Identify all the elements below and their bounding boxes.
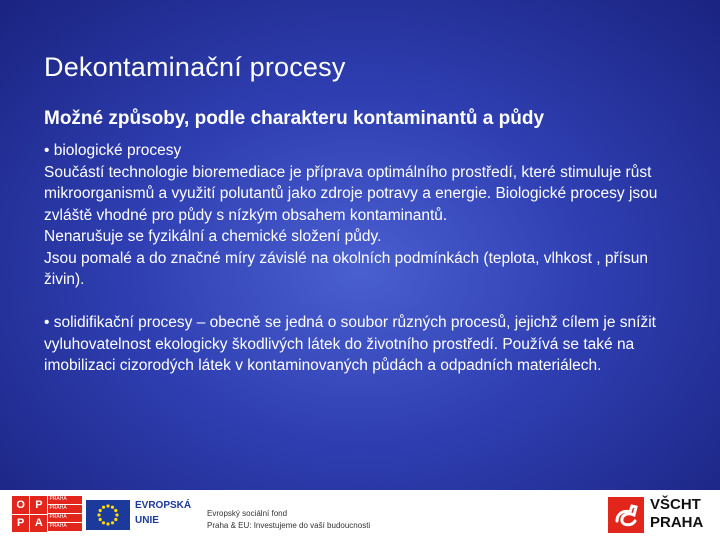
vscht-logo-icon [608, 497, 644, 533]
paragraph-composition: Nenarušuje se fyzikální a chemické složení půdy. [44, 228, 382, 245]
opp-letters [12, 496, 47, 532]
spacer [44, 291, 684, 313]
opp-praha-logo [12, 496, 82, 532]
eu-label-line1: EVROPSKÁ [135, 500, 192, 511]
opp-praha-word: PRAHA [48, 505, 82, 513]
slide-title: Dekontaminační procesy [44, 52, 346, 82]
opp-praha-word: PRAHA [48, 514, 82, 522]
slide-body [44, 140, 684, 377]
slide-subtitle: Možné způsoby, podle charakteru kontaminantů a půdy [44, 108, 545, 129]
vscht-line1: VŠCHT [650, 496, 701, 513]
eu-flag-icon [86, 500, 130, 530]
opp-letter: P [30, 496, 47, 514]
opp-praha-word: PRAHA [48, 496, 82, 504]
opp-praha-word: PRAHA [48, 523, 82, 531]
opp-praha-text [48, 496, 82, 532]
eu-label [135, 498, 191, 528]
paragraph-bioremediation: Součástí technologie bioremediace je příprava optimálního prostředí, které stimuluje růst mikroorganismů a využití polutantů jako zdroje potravy a energie. Biologické procesy jsou zvláště vhodné pro půdy s nízkým obsahem kontaminantů. [44, 163, 658, 224]
esf-line1: Evropský sociální fond [207, 509, 288, 518]
opp-letter: O [12, 496, 29, 514]
paragraph-slow: Jsou pomalé a do značné míry závislé na okolních podmínkách (teplota, vlhkost , přísun živin). [44, 249, 648, 288]
opp-letter: P [12, 515, 29, 533]
eu-label-line2: UNIE [135, 515, 159, 526]
bullet-biological: • biologické procesy [44, 142, 182, 159]
vscht-label [650, 496, 703, 532]
vscht-line2: PRAHA [650, 514, 704, 531]
esf-line2: Praha & EU: Investujeme do vaší budoucnosti [207, 521, 371, 530]
opp-letter: A [30, 515, 47, 533]
esf-label [207, 508, 370, 532]
bullet-solidification: • solidifikační procesy – obecně se jedná o soubor různých procesů, jejichž cílem je snížit vyluhovatelnost ekologicky škodlivých látek do životního prostředí. Používá se také na imobilizaci cizorodých látek v kontaminovaných půdách a odpadních materiálech. [44, 314, 656, 374]
